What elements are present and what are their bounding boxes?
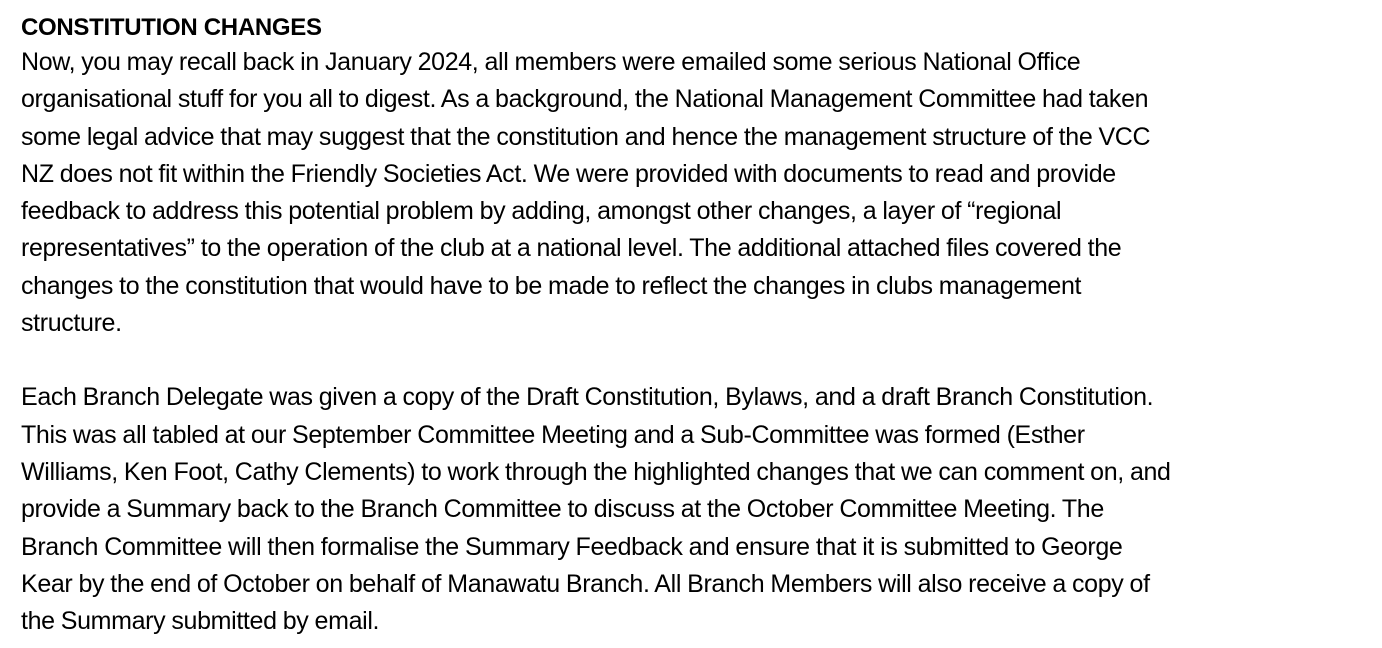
paragraph-line: Branch Committee will then formalise the Summary Feedback and ensure that it is submitted to George	[21, 532, 1123, 561]
paragraph-line: representatives” to the operation of the club at a national level. The additional attached files covered the	[21, 234, 1122, 263]
paragraph-line: feedback to address this potential problem by adding, amongst other changes, a layer of “regional	[21, 197, 1062, 226]
section-heading: CONSTITUTION CHANGES	[21, 14, 322, 41]
paragraph-line: Now, you may recall back in January 2024, all members were emailed some serious National Office	[21, 48, 1081, 76]
paragraph-line: some legal advice that may suggest that the constitution and hence the management structure of the VCC	[21, 122, 1151, 151]
paragraph-line: Each Branch Delegate was given a copy of the Draft Constitution, Bylaws, and a draft Branch Constitution.	[21, 383, 1154, 412]
paragraph-line: This was all tabled at our September Committee Meeting and a Sub-Committee was formed (Esther	[21, 420, 1085, 449]
paragraph-line: organisational stuff for you all to digest. As a background, the National Management Committee had taken	[21, 85, 1149, 114]
paragraph-background	[21, 44, 1371, 342]
paragraph-line: changes to the constitution that would have to be made to reflect the changes in clubs management	[21, 271, 1082, 300]
paragraph-line: provide a Summary back to the Branch Committee to discuss at the October Committee Meeting. The	[21, 495, 1104, 524]
document	[21, 12, 1371, 640]
paragraph-line: Williams, Ken Foot, Cathy Clements) to work through the highlighted changes that we can comment on, and	[21, 457, 1171, 486]
paragraph-line: Kear by the end of October on behalf of Manawatu Branch. All Branch Members will also receive a copy of	[21, 569, 1150, 598]
paragraph-line: structure.	[21, 309, 122, 338]
paragraph-branch-delegate	[21, 379, 1371, 640]
paragraph-line: NZ does not fit within the Friendly Societies Act. We were provided with documents to read and provide	[21, 159, 1116, 188]
paragraph-line: the Summary submitted by email.	[21, 607, 380, 636]
